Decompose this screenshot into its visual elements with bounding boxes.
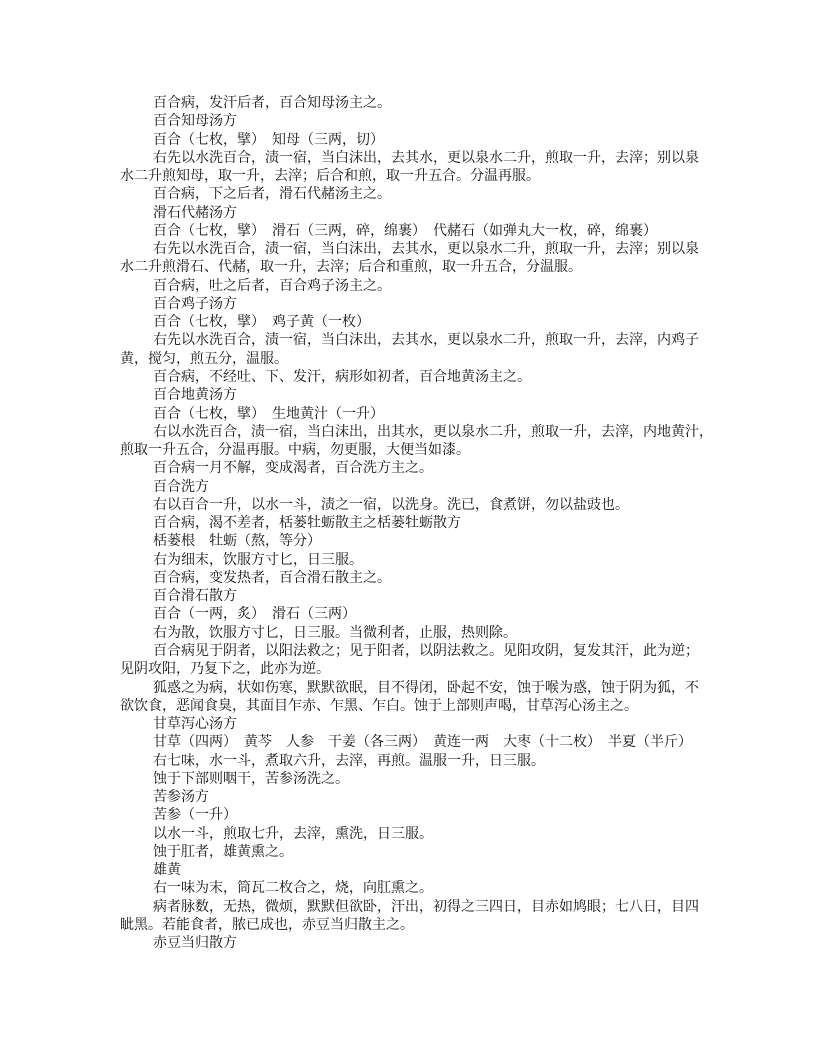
text-line: 右先以水洗百合，渍一宿，当白沫出，去其水，更以泉水二升，煎取一升，去滓；别以泉 [153, 149, 699, 166]
paragraph [120, 313, 710, 331]
text-line: 右为散，饮服方寸匕，日三服。当微利者，止服，热则除。 [153, 624, 517, 641]
text-line: 甘草泻心汤方 [153, 716, 237, 733]
paragraph [120, 112, 710, 130]
paragraph [120, 149, 710, 186]
paragraph [120, 496, 710, 514]
text-line: 蚀于下部则咽干，苦参汤洗之。 [153, 770, 349, 787]
text-line: 右以百合一升，以水一斗，渍之一宿，以洗身。洗已，食煮饼，勿以盐豉也。 [153, 496, 629, 513]
text-line: 雄黄 [153, 862, 181, 879]
document-body [120, 94, 713, 952]
paragraph [120, 605, 710, 623]
paragraph [120, 532, 710, 550]
text-line: 百合病，吐之后者，百合鸡子汤主之。 [153, 277, 391, 294]
text-line: 百合地黄汤方 [153, 387, 237, 404]
paragraph [120, 679, 710, 716]
text-line: 百合病，变发热者，百合滑石散主之。 [153, 569, 391, 586]
text-line: 右七味，水一斗，煮取六升，去滓，再煎。温服一升，日三服。 [153, 752, 545, 769]
paragraph [120, 459, 710, 477]
paragraph [120, 478, 710, 496]
paragraph [120, 861, 710, 879]
text-line: 百合（一两，炙） 滑石（三两） [153, 606, 356, 623]
paragraph [120, 331, 710, 368]
text-line: 百合（七枚，擘） 知母（三两，切） [153, 131, 384, 148]
paragraph [120, 843, 710, 861]
paragraph [120, 806, 710, 824]
paragraph [120, 295, 710, 313]
text-line: 百合知母汤方 [153, 113, 237, 130]
paragraph [120, 825, 710, 843]
paragraph [120, 770, 710, 788]
paragraph [120, 879, 710, 897]
text-line: 眦黑。若能食者，脓已成也，赤豆当归散主之。 [120, 916, 414, 933]
paragraph [120, 752, 710, 770]
paragraph [120, 386, 710, 404]
text-line: 百合滑石散方 [153, 588, 237, 605]
text-line: 煎取一升五合，分温再服。中病，勿更服，大便当如漆。 [120, 442, 470, 459]
paragraph [120, 204, 710, 222]
text-line: 右以水洗百合，渍一宿，当白沫出，出其水，更以泉水二升，煎取一升，去滓，内地黄汁， [153, 423, 713, 440]
text-line: 黄，搅匀，煎五分，温服。 [120, 350, 288, 367]
text-line: 甘草（四两） 黄芩 人参 干姜（各三两） 黄连一两 大枣（十二枚） 半夏（半斤） [153, 734, 692, 751]
text-line: 栝蒌根 牡蛎（熬，等分） [153, 533, 321, 550]
paragraph [120, 222, 710, 240]
text-line: 欲饮食，恶闻食臭，其面目乍赤、乍黑、乍白。蚀于上部则声喝，甘草泻心汤主之。 [120, 697, 638, 714]
text-line: 百合（七枚，擘） 滑石（三两，碎，绵裹） 代赭石（如弹丸大一枚，碎，绵裹） [153, 222, 657, 239]
text-line: 蚀于肛者，雄黄熏之。 [153, 843, 293, 860]
text-line: 百合（七枚，擘） 生地黄汁（一升） [153, 405, 384, 422]
text-line: 水二升煎滑石、代赭，取一升，去滓；后合和重煎，取一升五合，分温服。 [120, 259, 582, 276]
text-line: 百合（七枚，擘） 鸡子黄（一枚） [153, 314, 370, 331]
paragraph [120, 423, 713, 460]
text-line: 苦参汤方 [153, 789, 209, 806]
paragraph [120, 551, 710, 569]
paragraph [120, 368, 710, 386]
text-line: 百合病，渴不差者，栝蒌牡蛎散主之栝蒌牡蛎散方 [153, 515, 461, 532]
text-line: 百合病，下之后者，滑石代赭汤主之。 [153, 186, 391, 203]
paragraph [120, 934, 710, 952]
paragraph [120, 624, 710, 642]
paragraph [120, 277, 710, 295]
text-line: 右先以水洗百合，渍一宿，当白沫出，去其水，更以泉水二升，煎取一升，去滓；别以泉 [153, 241, 699, 258]
paragraph [120, 733, 710, 751]
text-line: 百合病，不经吐、下、发汗，病形如初者，百合地黄汤主之。 [153, 368, 531, 385]
paragraph [120, 642, 710, 679]
text-line: 狐惑之为病，状如伤寒，默默欲眠，目不得闭，卧起不安，蚀于喉为惑，蚀于阴为狐，不 [153, 679, 699, 696]
text-line: 以水一斗，煎取七升，去滓，熏洗，日三服。 [153, 825, 433, 842]
paragraph [120, 569, 710, 587]
text-line: 百合病一月不解，变成渴者，百合洗方主之。 [153, 460, 433, 477]
paragraph [120, 514, 710, 532]
text-line: 百合病见于阴者，以阳法救之；见于阳者，以阴法救之。见阳攻阴，复发其汗，此为逆； [153, 642, 699, 659]
text-line: 苦参（一升） [153, 807, 237, 824]
text-line: 滑石代赭汤方 [153, 204, 237, 221]
text-line: 右一味为末，筒瓦二枚合之，烧，向肛熏之。 [153, 880, 433, 897]
text-line: 右为细末，饮服方寸匕，日三服。 [153, 551, 363, 568]
text-line: 右先以水洗百合，渍一宿，当白沫出，去其水，更以泉水二升，煎取一升，去滓，内鸡子 [153, 332, 699, 349]
text-line: 百合病，发汗后者，百合知母汤主之。 [153, 95, 391, 111]
paragraph [120, 94, 710, 112]
text-line: 水二升煎知母，取一升，去滓；后合和煎，取一升五合。分温再服。 [120, 168, 540, 185]
text-line: 病者脉数，无热，微烦，默默但欲卧，汗出，初得之三四日，目赤如鸠眼；七八日，目四 [153, 898, 699, 915]
paragraph [120, 788, 710, 806]
text-line: 赤豆当归散方 [153, 935, 237, 952]
text-line: 见阴攻阳，乃复下之，此亦为逆。 [120, 661, 330, 678]
paragraph [120, 898, 710, 935]
paragraph [120, 587, 710, 605]
paragraph [120, 405, 710, 423]
paragraph [120, 185, 710, 203]
text-line: 百合鸡子汤方 [153, 295, 237, 312]
paragraph [120, 715, 710, 733]
text-line: 百合洗方 [153, 478, 209, 495]
paragraph [120, 240, 710, 277]
paragraph [120, 131, 710, 149]
